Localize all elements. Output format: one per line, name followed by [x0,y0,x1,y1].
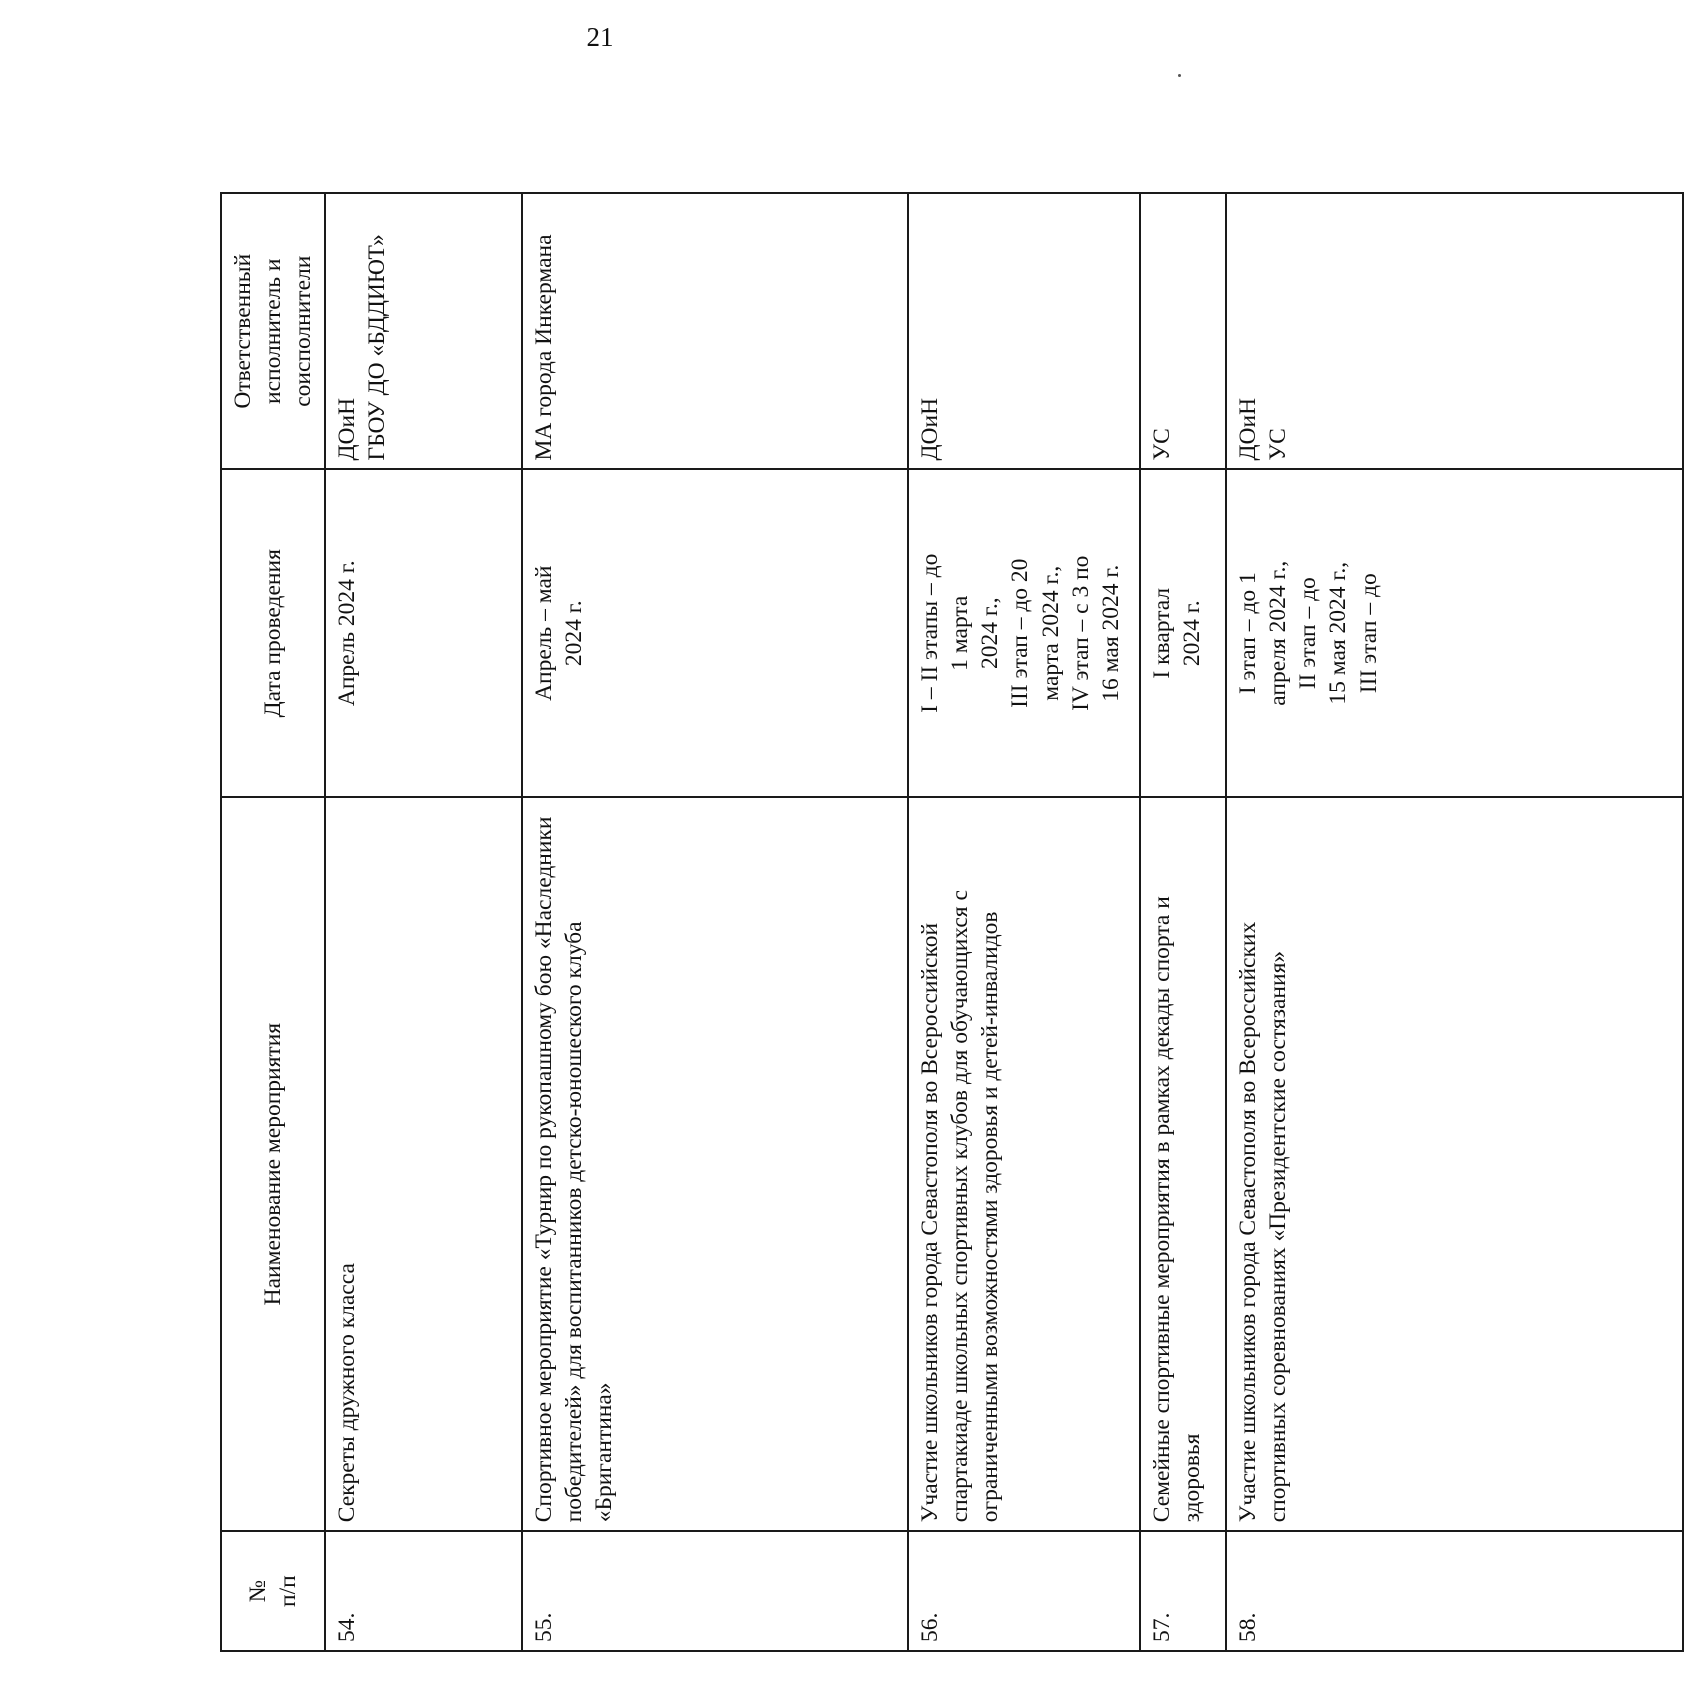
header-name: Наименование мероприятия [221,797,325,1531]
table-row [1140,193,1226,1651]
table-header-row [221,193,325,1651]
table-row [1226,193,1683,1651]
row-date: Апрель 2024 г. [325,469,522,797]
row-name: Спортивное мероприятие «Турнир по рукопашному бою «Наследники победителей» для воспитанников детско-юношеского клуба «Бригантина» [522,797,908,1531]
row-date: I квартал 2024 г. [1140,469,1226,797]
rotated-table-container [220,192,1382,1652]
row-name: Участие школьников города Севастополя во Всероссийских спортивных соревнованиях «Президентские состязания» [1226,797,1683,1531]
row-num: 55. [522,1531,908,1651]
header-date: Дата проведения [221,469,325,797]
events-table [220,192,1684,1652]
table-row [325,193,522,1651]
page-number: 21 [586,22,614,52]
row-responsible: МА города Инкермана [522,193,908,469]
row-name: Участие школьников города Севастополя во Всероссийской спартакиаде школьных спортивных клубов для обучающихся с ограниченными возможностями здоровья и детей-инвалидов [908,797,1140,1531]
row-date: I – II этапы – до 1 марта 2024 г., III этап – до 20 марта 2024 г., IV этап – с 3 по 16 мая 2024 г. [908,469,1140,797]
row-date: Апрель – май 2024 г. [522,469,908,797]
row-num: 56. [908,1531,1140,1651]
row-num: 58. [1226,1531,1683,1651]
header-num: № п/п [221,1531,325,1651]
row-responsible: УС [1140,193,1226,469]
row-date: I этап – до 1 апреля 2024 г., II этап – до 15 мая 2024 г., III этап – до [1226,469,1683,797]
row-name: Секреты дружного класса [325,797,522,1531]
row-responsible: ДОиН УС [1226,193,1683,469]
table-row [522,193,908,1651]
header-responsible: Ответственный исполнитель и соисполнители [221,193,325,469]
row-name: Семейные спортивные мероприятия в рамках декады спорта и здоровья [1140,797,1226,1531]
row-num: 57. [1140,1531,1226,1651]
row-num: 54. [325,1531,522,1651]
scan-speck [1178,74,1181,77]
row-responsible: ДОиН [908,193,1140,469]
table-row [908,193,1140,1651]
row-responsible: ДОиН ГБОУ ДО «БДДИЮТ» [325,193,522,469]
